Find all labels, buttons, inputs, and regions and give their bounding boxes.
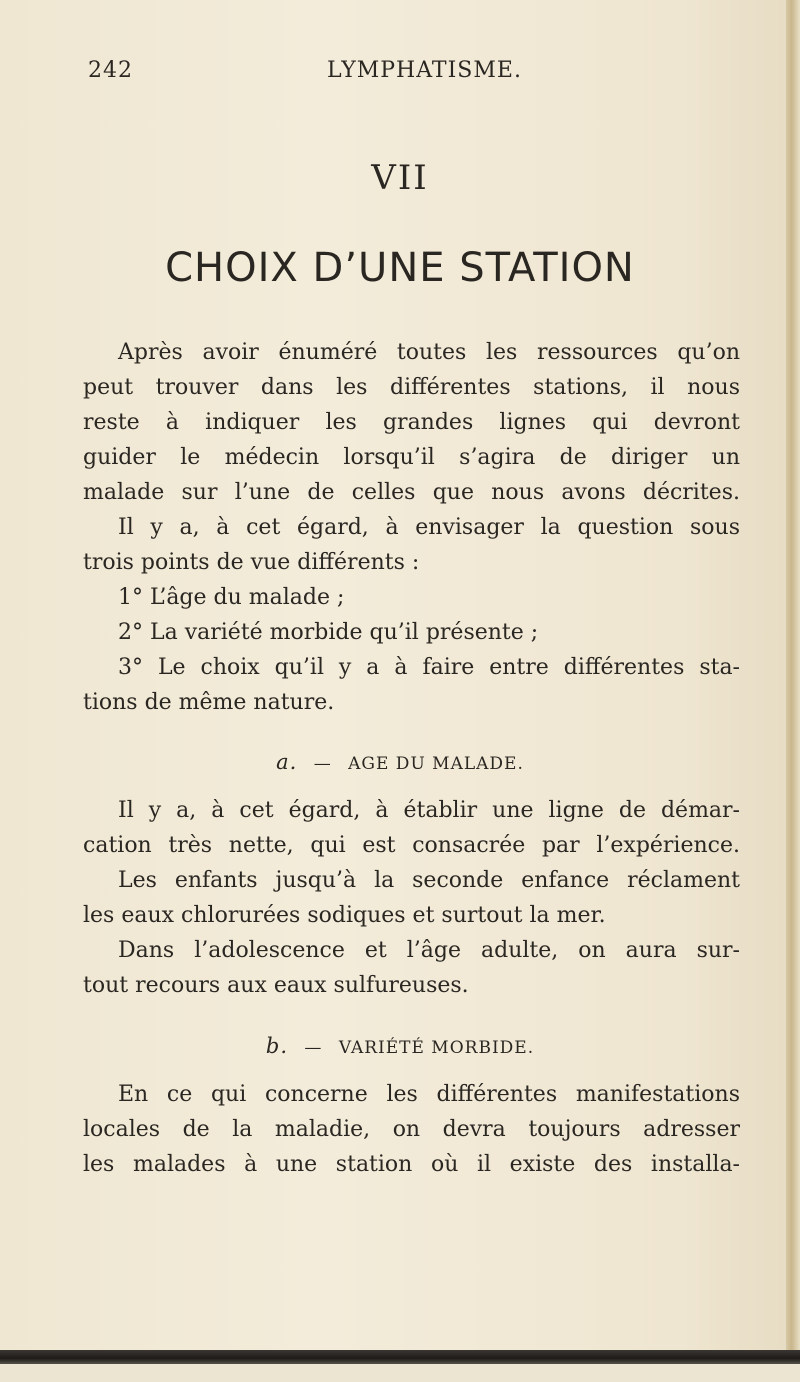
- subsection-title: AGE DU MALADE.: [348, 754, 524, 774]
- running-head: [88, 58, 738, 92]
- list-item: 3° Le choix qu’il y a à faire entre différentes sta-: [118, 655, 740, 680]
- page-number: 242: [88, 58, 133, 83]
- chapter-title: CHOIX D’UNE STATION: [165, 245, 635, 291]
- subsection-dash: —: [304, 1038, 323, 1058]
- subsection-letter: b.: [265, 1034, 289, 1058]
- running-title: LYMPHATISME.: [327, 58, 522, 83]
- list-item: 1° L’âge du malade ;: [118, 585, 345, 610]
- paragraph-line: Après avoir énuméré toutes les ressources qu’on: [118, 340, 740, 365]
- paragraph-line: peut trouver dans les différentes stations, il nous: [83, 375, 740, 400]
- subsection-letter: a.: [276, 750, 298, 774]
- paragraph-line: malade sur l’une de celles que nous avons décrites.: [83, 480, 740, 505]
- paragraph-line: tout recours aux eaux sulfureuses.: [83, 973, 469, 998]
- page-edge-bottom: [0, 1350, 800, 1364]
- paragraph-line: Les enfants jusqu’à la seconde enfance réclament: [118, 868, 740, 893]
- paragraph-line: En ce qui concerne les différentes manifestations: [118, 1082, 740, 1107]
- paragraph-line: trois points de vue différents :: [83, 550, 420, 575]
- paragraph-line: Il y a, à cet égard, à établir une ligne de démar-: [118, 798, 740, 823]
- list-item-continuation: tions de même nature.: [83, 690, 335, 715]
- subsection-title: VARIÉTÉ MORBIDE.: [338, 1038, 535, 1058]
- section-number: VII: [371, 158, 429, 198]
- paragraph-line: guider le médecin lorsqu’il s’agira de diriger un: [83, 445, 740, 470]
- subsection-dash: —: [313, 754, 332, 774]
- paragraph-line: Il y a, à cet égard, à envisager la question sous: [118, 515, 740, 540]
- paragraph-line: reste à indiquer les grandes lignes qui devront: [83, 410, 740, 435]
- background-strip: [0, 1364, 800, 1382]
- paragraph-line: les eaux chlorurées sodiques et surtout la mer.: [83, 903, 606, 928]
- paragraph-line: locales de la maladie, on devra toujours adresser: [83, 1117, 740, 1142]
- subsection-heading-b: [0, 1034, 800, 1058]
- paragraph-line: cation très nette, qui est consacrée par l’expérience.: [83, 833, 740, 858]
- paragraph-line: Dans l’adolescence et l’âge adulte, on aura sur-: [118, 938, 740, 963]
- paragraph-line: les malades à une station où il existe des installa-: [83, 1152, 740, 1177]
- subsection-heading-a: [0, 750, 800, 774]
- list-item: 2° La variété morbide qu’il présente ;: [118, 620, 539, 645]
- page-edge-right: [786, 0, 800, 1382]
